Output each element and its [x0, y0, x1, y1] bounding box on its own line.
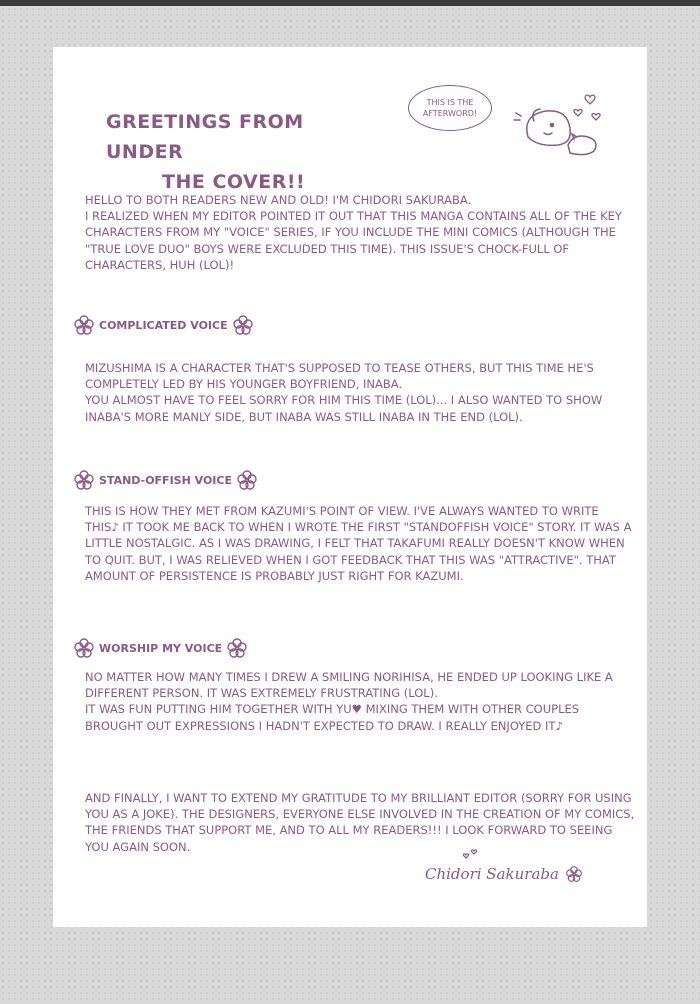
section-paragraph-complicated-voice: MIZUSHIMA IS A CHARACTER THAT'S SUPPOSED TO TEASE OTHERS, BUT THIS TIME HE'S COMPLETELY LED BY HIS YOUNGER BOYFRIEND, INABA. YOU ALMOST HAVE TO FEEL SORRY FOR HIM THIS TIME (LOL)... I ALSO WANTED TO SHOW INABA'S MORE MANLY SIDE, BUT INABA WAS STILL INABA IN THE END (LOL). [85, 361, 603, 424]
section-paragraph-stand-offish-voice: THIS IS HOW THEY MET FROM KAZUMI'S POINT OF VIEW. I'VE ALWAYS WANTED TO WRITE THIS♪ IT TOOK ME BACK TO WHEN I WROTE THE FIRST "STANDOFFISH VOICE" STORY. IT WAS A LITTLE NOSTALGIC. AS I WAS DRAWING, I FELT THAT TAKAFUMI REALLY DOESN'T KNOW WHEN TO QUIT. BUT, I WAS RELIEVED WHEN I GOT FEEDBACK THAT THIS WAS "ATTRACTIVE". THAT AMOUNT OF PERSISTENCE IS PROBABLY JUST RIGHT FOR KAZUMI. [85, 504, 632, 583]
heart-icon [461, 847, 481, 861]
afterword-page [53, 47, 647, 927]
dog-doodle-icon [508, 87, 618, 167]
flower-icon [226, 637, 248, 659]
section-heading-worship-my-voice [73, 637, 248, 659]
section-heading-text: COMPLICATED VOICE [99, 318, 228, 332]
page-title [106, 107, 336, 197]
title-line-1: GREETINGS FROM UNDER [106, 111, 304, 163]
section-heading-text: WORSHIP MY VOICE [99, 641, 223, 655]
intro-paragraph: HELLO TO BOTH READERS NEW AND OLD! I'M CHIDORI SAKURABA. I REALIZED WHEN MY EDITOR POINTED IT OUT THAT THIS MANGA CONTAINS ALL OF THE KEY CHARACTERS FROM MY "VOICE" SERIES, IF YOU INCLUDE THE MINI COMICS (ALTHOUGH THE "TRUE LOVE DUO" BOYS WERE EXCLUDED THIS TIME). THIS ISSUE'S CHOCK-FULL OF CHARACTERS, HUH (LOL)! [85, 193, 622, 272]
section-paragraph-worship-my-voice: NO MATTER HOW MANY TIMES I DREW A SMILING NORIHISA, HE ENDED UP LOOKING LIKE A DIFFERENT PERSON. IT WAS EXTREMELY FRUSTRATING (LOL). IT WAS FUN PUTTING HIM TOGETHER WITH YU♥ MIXING THEM WITH OTHER COUPLES BROUGHT OUT EXPRESSIONS I HADN'T EXPECTED TO DRAW. I REALLY ENJOYED IT♪ [85, 670, 613, 733]
flower-icon [236, 469, 258, 491]
speech-bubble [408, 85, 492, 131]
speech-bubble-text: THIS IS THE AFTERWORD! [422, 98, 478, 118]
flower-icon [565, 865, 583, 883]
title-line-2: THE COVER!! [162, 171, 306, 193]
signature-text: Chidori Sakuraba [425, 865, 559, 883]
section-heading-stand-offish-voice [73, 469, 258, 491]
flower-icon [73, 637, 95, 659]
section-heading-text: STAND-OFFISH VOICE [99, 473, 232, 487]
section-heading-complicated-voice [73, 314, 254, 336]
flower-icon [73, 469, 95, 491]
signature [425, 865, 583, 883]
flower-icon [73, 314, 95, 336]
closing-paragraph: AND FINALLY, I WANT TO EXTEND MY GRATITUDE TO MY BRILLIANT EDITOR (SORRY FOR USING YOU AS A JOKE). THE DESIGNERS, EVERYONE ELSE INVOLVED IN THE CREATION OF MY COMICS, THE FRIENDS THAT SUPPORT ME, AND TO ALL MY READERS!!! I LOOK FORWARD TO SEEING YOU AGAIN SOON. [85, 791, 635, 854]
top-edge [0, 0, 700, 6]
flower-icon [232, 314, 254, 336]
